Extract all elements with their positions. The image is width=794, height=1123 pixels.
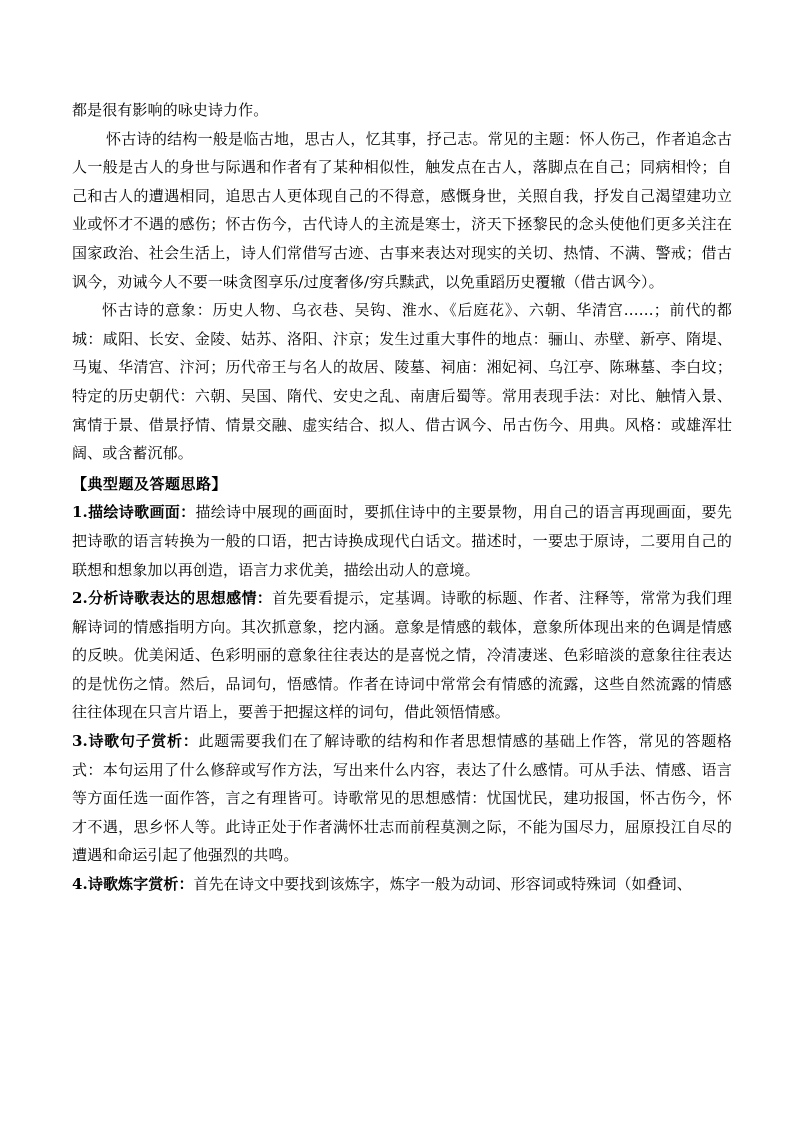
item-body-2: 首先要看提示，定基调。诗歌的标题、作者、注释等，常常为我们理解诗词的情感指明方向。其次抓意象，挖内涵。意象是情感的载体，意象所体现出来的色调是情感的反映。优美闲适、色彩明丽的意象往往表达的是喜悦之情，冷清凄迷、色彩暗淡的意象往往表达的是忧伤之情。然后，品词句，悟感情。作者在诗词中常常会有情感的流露，这些自然流露的情感往往体现在只言片语上，要善于把握这样的词句，借此领悟情感。 [72, 589, 732, 722]
item-body-1: 描绘诗中展现的画面时，要抓住诗中的主要景物，用自己的语言再现画面，要先把诗歌的语言转换为一般的口语，把古诗换成现代白话文。描述时，一要忠于原诗，二要用自己的联想和想象加以再创造，语言力求优美，描绘出动人的意境。 [72, 503, 732, 579]
imagery-paragraph: 怀古诗的意象：历史人物、乌衣巷、吴钩、淮水、《后庭花》、六朝、华清宫……；前代的都城：咸阳、长安、金陵、姑苏、洛阳、汴京；发生过重大事件的地点：骊山、赤壁、新亭、隋堤、马嵬、华清宫、汴河；历代帝王与名人的故居、陵墓、祠庙：湘妃祠、乌江亭、陈琳墓、李白坟；特定的历史朝代：六朝、吴国、隋代、安史之乱、南唐后蜀等。常用表现手法：对比、触情入景、寓情于景、借景抒情、情景交融、虚实结合、拟人、借古讽今、吊古伤今、用典。风格：或雄浑壮阔、或含蓄沉郁。 [72, 301, 732, 463]
item-title-4: 4.诗歌炼字赏析： [72, 875, 194, 894]
item-paragraph-2 [72, 584, 732, 727]
item-paragraph-4 [72, 870, 732, 899]
structure-paragraph: 怀古诗的结构一般是临古地，思古人，忆其事，抒己志。常见的主题：怀人伤己，作者追念古人一般是古人的身世与际遇和作者有了某种相似性，触发点在古人，落脚点在自己；同病相怜；自己和古人的遭遇相同，追思古人更体现自己的不得意，感慨身世，关照自我，抒发自己渴望建功立业或怀才不遇的感伤；怀古伤今，古代诗人的主流是寒士，济天下拯黎民的念头使他们更多关注在国家政治、社会生活上，诗人们常借写古迹、古事来表达对现实的关切、热情、不满、警戒；借古讽今，劝诫今人不要一味贪图享乐/过度奢侈/穷兵黩武，以免重蹈历史覆辙（借古讽今）。 [72, 129, 732, 291]
item-title-1: 1.描绘诗歌画面： [72, 503, 196, 522]
document-body [72, 96, 732, 899]
section-heading: 【典型题及答题思路】 [72, 474, 228, 493]
item-title-3: 3.诗歌句子赏析： [72, 732, 199, 751]
item-body-4: 首先在诗文中要找到该炼字，炼字一般为动词、形容词或特殊词（如叠词、 [193, 875, 692, 894]
item-paragraph-3 [72, 727, 732, 870]
item-body-3: 此题需要我们在了解诗歌的结构和作者思想情感的基础上作答，常见的答题格式：本句运用了什么修辞或写作方法，写出来什么内容，表达了什么感情。可从手法、情感、语言等方面任选一面作答，言之有理皆可。诗歌常见的思想感情：忧国忧民，建功报国，怀古伤今，怀才不遇，思乡怀人等。此诗正处于作者满怀壮志而前程莫测之际，不能为国尽力，屈原投江自尽的遭遇和命运引起了他强烈的共鸣。 [72, 732, 733, 865]
item-title-2: 2.分析诗歌表达的思想感情： [72, 589, 273, 608]
item-paragraph-1 [72, 498, 732, 584]
intro-tail-paragraph: 都是很有影响的咏史诗力作。 [72, 101, 269, 119]
